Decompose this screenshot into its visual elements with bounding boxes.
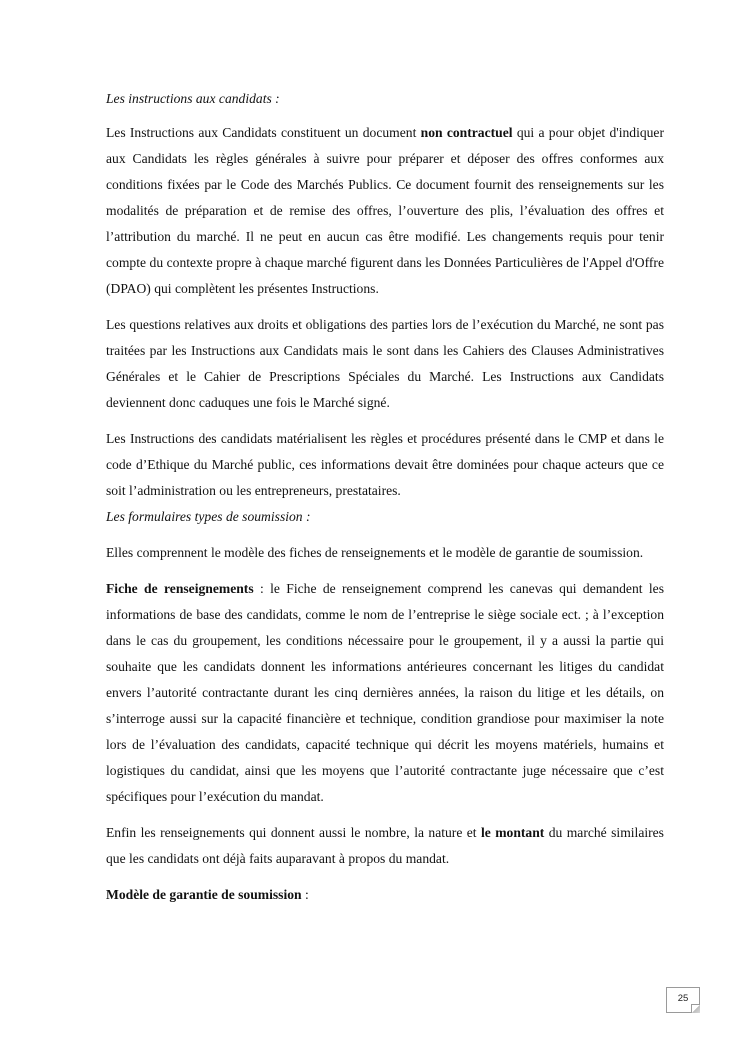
paragraph-modeles: Elles comprennent le modèle des fiches de renseignements et le modèle de garantie de soumission. (106, 545, 644, 560)
p1-text-a: Les Instructions aux Candidats constituent un document (106, 125, 421, 140)
p7-text: : (301, 887, 309, 902)
p6-text-c: du marché similaires que les candidats ont déjà faits auparavant à propos du mandat. (106, 825, 664, 866)
page-number: 25 (677, 993, 689, 1004)
paragraph-instructions-cmp: Les Instructions des candidats matérialisent les règles et procédures présenté dans le CMP et dans le code d’Ethique du Marché public, ces informations devait être dominées pour chaque acteurs que ce soit l’administration ou les entrepreneurs, prestataires. (106, 431, 664, 498)
p5-bold-fiche: Fiche de renseignements (106, 581, 254, 596)
paragraph-fiche-renseignements (106, 576, 664, 810)
p1-text-c: qui a pour objet d'indiquer aux Candidats les règles générales à suivre pour préparer et déposer des offres conformes aux conditions fixées par le Code des Marchés Publics. Ce document fournit des renseignements sur les modalités de préparation et de remise des offres, l’ouverture des plis, l’évaluation des offres et l’attribution du marché. Il ne peut en aucun cas être modifié. Les changements requis pour tenir compte du contexte propre à chaque marché figurent dans les Données Particulières de l'Appel d'Offre (DPAO) qui complètent les présentes Instructions. (106, 125, 664, 296)
paragraph-questions-droits: Les questions relatives aux droits et obligations des parties lors de l’exécution du Marché, ne sont pas traitées par les Instructions aux Candidats mais le sont dans les Cahiers des Clauses Administratives Générales et le Cahier de Prescriptions Spéciales du Marché. Les Instructions aux Candidats deviennent donc caduques une fois le Marché signé. (106, 317, 664, 410)
paragraph-modele-garantie (106, 882, 664, 908)
document-page (106, 86, 664, 918)
page-curl-icon (691, 1004, 700, 1013)
p6-text-a: Enfin les renseignements qui donnent aussi le nombre, la nature et (106, 825, 481, 840)
heading-formulaires: Les formulaires types de soumission : (106, 509, 311, 524)
paragraph-instructions-intro (106, 120, 664, 302)
p5-text: : le Fiche de renseignement comprend les canevas qui demandent les informations de base des candidats, comme le nom de l’entreprise le siège sociale ect. ; à l’exception dans le cas du groupement, les conditions nécessaire pour le groupement, il y a aussi la partie qui souhaite que les candidats donnent les informations antérieures concernant les litiges du candidat envers l’autorité contractante durant les cinq dernières années, la raison du litige et les détails, on s’interroge aussi sur la capacité financière et technique, condition grandiose pour maximiser la note lors de l’évaluation des candidats, capacité technique qui décrit les moyens matériels, humains et logistiques du candidat, ainsi que les moyens que l’autorité contractante juge nécessaire que c’est spécifiques pour l’exécution du mandat. (106, 581, 664, 804)
heading-instructions: Les instructions aux candidats : (106, 91, 280, 106)
p6-bold-montant: le montant (481, 825, 545, 840)
p1-bold-non-contractuel: non contractuel (420, 125, 513, 140)
page-number-box (666, 987, 700, 1013)
paragraph-enfin-renseignements (106, 820, 664, 872)
p7-bold-garantie: Modèle de garantie de soumission (106, 887, 302, 902)
